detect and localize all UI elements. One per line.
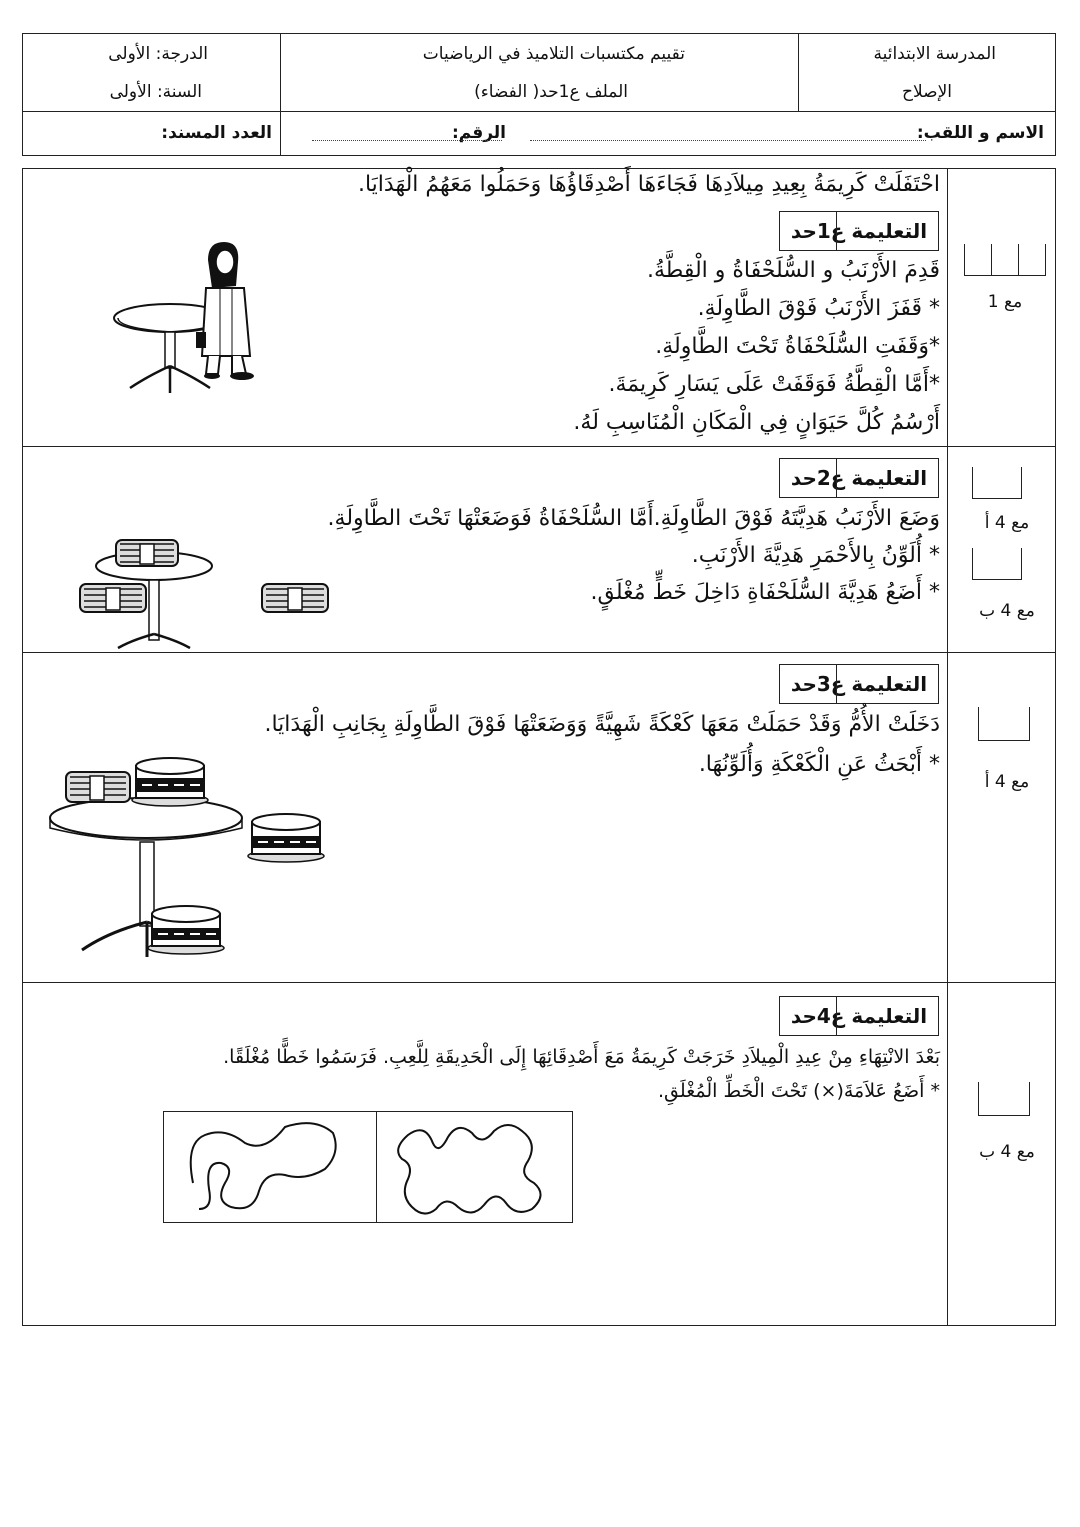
cake-icon: [132, 758, 208, 806]
score-box-divider: [991, 244, 992, 276]
instruction-label-2: [779, 458, 939, 498]
intro-text: احْتَفَلَتْ كَرِيمَةُ بِعِيدِ مِيلاَدِهَا فَجَاءَهَا أَصْدِقَاؤُهَا وَحَمَلُوا مَعَهُمُ الْهَدَايَا.: [357, 172, 940, 197]
gift-box-icon: [262, 584, 328, 612]
s1-line-1: قَدِمَ الأَرْنَبُ و السُّلَحْفَاةُ و الْقِطَّةُ.: [647, 258, 940, 283]
table-with-gifts-illustration: [78, 534, 338, 650]
score-box-3[interactable]: [978, 707, 1030, 741]
s3-line-1: دَخَلَتْ الأُمُّ وَقَدْ حَمَلَتْ مَعَهَا كَعْكَةً شَهِيَّةً وَوَضَعَتْهَا فَوْقَ الطَّاوِلَةِ بِجَانِبِ الْهَدَايَا.: [264, 712, 940, 737]
instruction-label-4: [779, 996, 939, 1036]
criterion-4: مع 4 ب: [979, 1142, 1035, 1162]
criterion-1: مع 1: [987, 292, 1023, 312]
gift-box-icon: [116, 540, 178, 566]
lines-box-divider: [376, 1111, 377, 1223]
score-box-divider: [1018, 244, 1019, 276]
s1-line-3: *وَقَفَتِ السُّلَحْفَاةُ تَحْتَ الطَّاوِلَةِ.: [655, 334, 940, 359]
instruction-label-text: التعليمة ع4حد: [790, 1004, 928, 1028]
instruction-label-text: التعليمة ع3حد: [790, 672, 928, 696]
s1-line-2: * قَفَزَ الأَرْنَبُ فَوْقَ الطَّاوِلَةِ.: [697, 296, 940, 321]
row-divider-1: [22, 446, 1056, 447]
instruction-label-text: التعليمة ع2حد: [790, 466, 928, 490]
criterion-2b: مع 4 ب: [979, 601, 1035, 621]
criterion-2a: مع 4 أ: [984, 513, 1030, 533]
open-line-drawing[interactable]: [165, 1113, 375, 1221]
s2-line-3: * أَضَعُ هَدِيَّةَ السُّلَحْفَاةِ دَاخِلَ خَطٍّ مُغْلَقٍ.: [590, 580, 940, 605]
school-label: المدرسة الابتدائية: [873, 44, 996, 64]
criterion-3: مع 4 أ: [984, 772, 1030, 792]
school-name: الإصلاح: [902, 82, 952, 102]
s2-line-1: وَضَعَ الأَرْنَبُ هَدِيَّتَهُ فَوْقَ الطَّاوِلَةِ.أَمَّا السُّلَحْفَاةُ فَوَضَعَتْهَا تَحْتَ الطَّاوِلَةِ.: [327, 506, 940, 531]
s4-line-1: بَعْدَ الانْتِهَاءِ مِنْ عِيدِ الْمِيلاَدِ خَرَجَتْ كَرِيمَةُ مَعَ أَصْدِقَائِهَا إِلَى الْحَدِيقَةِ لِلَّعِبِ. فَرَسَمُوا خَطًّا مُغْلَقًا.: [223, 1046, 940, 1068]
s2-line-2: * أُلَوِّنُ بِالأَحْمَرِ هَدِيَّةَ الأَرْنَبِ.: [691, 543, 940, 568]
s1-line-4: *أَمَّا الْقِطَّةُ فَوَقَفَتْ عَلَى يَسَارِ كَرِيمَةَ.: [608, 372, 940, 397]
number-field[interactable]: [312, 140, 502, 141]
label-divider: [836, 996, 837, 1036]
number-label: الرقم:: [451, 123, 506, 143]
page-title: تقييم مكتسبات التلاميذ في الرياضيات: [422, 44, 685, 64]
name-field[interactable]: [530, 140, 926, 141]
table-with-cakes-illustration: [48, 752, 338, 962]
cake-icon: [248, 814, 324, 862]
gift-box-icon: [80, 584, 146, 612]
name-label: الاسم و اللقب:: [916, 123, 1044, 143]
label-divider: [836, 211, 837, 251]
header-divider-left: [280, 33, 281, 156]
gift-box-icon: [66, 772, 130, 802]
margin-column-divider: [947, 168, 948, 1326]
grade-label: العدد المسند:: [161, 123, 272, 143]
girl-and-table-illustration: [108, 238, 278, 398]
header-divider-right: [798, 33, 799, 112]
label-divider: [836, 664, 837, 704]
s4-line-2: * أَضَعُ عَلاَمَةَ(×) تَحْتَ الْخَطِّ الْمُغْلَقِ.: [658, 1080, 940, 1102]
instruction-label-1: [779, 211, 939, 251]
page-subtitle: الملف ع1حد( الفضاء): [474, 82, 628, 102]
cake-icon: [148, 906, 224, 954]
score-box-4[interactable]: [978, 1082, 1030, 1116]
year-label: السنة: الأولى: [109, 82, 202, 102]
score-box-2b[interactable]: [972, 548, 1022, 580]
header-row-divider: [22, 111, 1056, 112]
label-divider: [836, 458, 837, 498]
closed-line-drawing[interactable]: [378, 1113, 572, 1221]
s1-line-5: أَرْسُمُ كُلَّ حَيَوَانٍ فِي الْمَكَانِ الْمُنَاسِبِ لَهُ.: [573, 410, 940, 435]
s3-line-2: * أَبْحَثُ عَنِ الْكَعْكَةِ وَأُلَوِّنُهَا.: [698, 752, 940, 777]
instruction-label-text: التعليمة ع1حد: [790, 219, 928, 243]
instruction-label-3: [779, 664, 939, 704]
row-divider-3: [22, 982, 1056, 983]
score-box-1[interactable]: [964, 244, 1046, 276]
score-box-2a[interactable]: [972, 467, 1022, 499]
level-label: الدرجة: الأولى: [108, 44, 208, 64]
row-divider-2: [22, 652, 1056, 653]
